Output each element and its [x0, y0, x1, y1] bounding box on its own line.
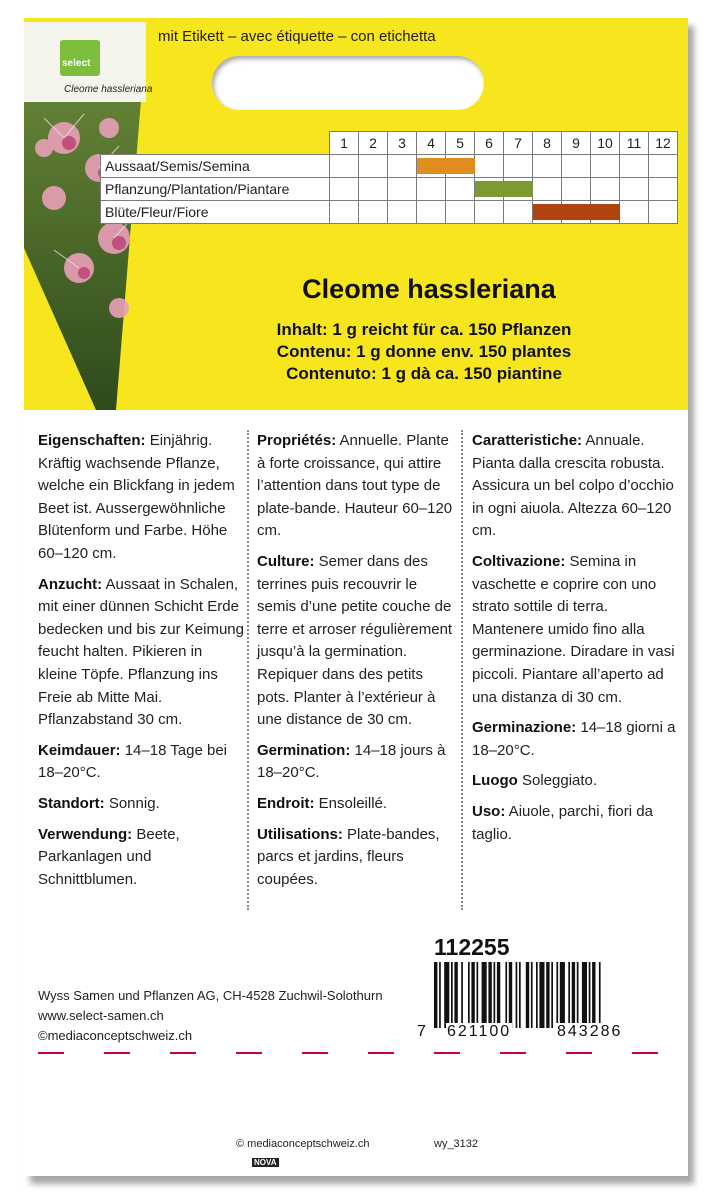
logo-text: select [62, 58, 91, 69]
month-label: 6 [475, 132, 504, 155]
month-label: 3 [388, 132, 417, 155]
column-french [257, 430, 457, 899]
barcode-stripe [560, 962, 565, 1028]
column-german [38, 430, 244, 899]
perforation-dash [434, 1052, 460, 1054]
perforation-dash [566, 1052, 592, 1054]
section: Anzucht: Aussaat in Schalen, mit einer dünnen Schicht Erde bedecken und bis zur Keimung feucht halten. Pikieren in kleine Töpfe. Pflanzung ins Freie ab Mitte Mai. Pflanzabstand 30 cm. [38, 575, 244, 729]
company-address [38, 986, 383, 1046]
section: Standort: Sonnig. [38, 794, 160, 812]
barcode-stripe [461, 962, 463, 1028]
section: Verwendung: Beete, Parkanlagen und Schnittblumen. [38, 825, 180, 888]
month-label: 10 [591, 132, 620, 155]
barcode-stripe [526, 962, 529, 1028]
barcode-stripe [471, 962, 474, 1028]
month-label: 11 [620, 132, 649, 155]
photo-label: Cleome hassleriana [64, 84, 153, 95]
section: Germinazione: 14–18 giorni a 18–20°C. [472, 719, 676, 759]
perforation-dash [170, 1052, 196, 1054]
calendar-row-planting [101, 178, 678, 201]
calendar-corner [101, 132, 330, 155]
barcode-stripe [546, 962, 549, 1028]
hang-hole [212, 56, 484, 110]
seed-packet [24, 18, 688, 1176]
calendar-row-sowing [101, 155, 678, 178]
barcode-stripe [531, 962, 533, 1028]
month-label: 4 [417, 132, 446, 155]
column-italian [472, 430, 678, 854]
perforation-dash [302, 1052, 328, 1054]
sowing-period-bar [417, 158, 475, 174]
print-code: wy_3132 [434, 1138, 479, 1150]
section: Endroit: Ensoleillé. [257, 794, 388, 812]
row-label: Aussaat/Semis/Semina [101, 155, 330, 178]
barcode-left-digits: 621100 [447, 1023, 512, 1040]
planting-period-bar [475, 181, 533, 197]
month-label: 9 [562, 132, 591, 155]
row-label: Pflanzung/Plantation/Piantare [101, 178, 330, 201]
footer-credit: © mediaconceptschweiz.ch [236, 1138, 370, 1150]
row-label: Blüte/Fleur/Fiore [101, 201, 330, 224]
barcode-stripe [505, 962, 507, 1028]
barcode-stripe [592, 962, 595, 1028]
section: Keimdauer: 14–18 Tage bei 18–20°C. [38, 741, 228, 782]
barcode-stripe [444, 962, 449, 1028]
content-fr: Contenu: 1 g donne env. 150 plantes [276, 342, 572, 361]
nova-logo: NOVA [254, 1158, 277, 1167]
article-number: 112255 [434, 934, 510, 960]
month-label: 12 [649, 132, 678, 155]
address-line: Wyss Samen und Pflanzen AG, CH-4528 Zuchwil-Solothurn [38, 988, 383, 1003]
barcode-stripe [577, 962, 579, 1028]
barcode-stripe [509, 962, 512, 1028]
barcode-stripe [536, 962, 538, 1028]
product-title: Cleome hassleriana [302, 274, 556, 304]
section: Germination: 14–18 jours à 18–20°C. [257, 741, 446, 782]
barcode-stripe [468, 962, 470, 1028]
barcode-stripe [551, 962, 553, 1028]
barcode-stripe [519, 962, 521, 1028]
yellow-header-panel [24, 18, 688, 410]
barcode-stripe [582, 962, 587, 1028]
barcode-stripe [482, 962, 487, 1028]
copyright: ©mediaconceptschweiz.ch [38, 1028, 193, 1043]
website: www.select-samen.ch [38, 1008, 164, 1023]
barcode-stripe [439, 962, 441, 1028]
barcode-stripe [454, 962, 457, 1028]
month-label: 8 [533, 132, 562, 155]
label-note: mit Etikett – avec étiquette – con etichetta [158, 28, 436, 45]
month-label: 1 [330, 132, 359, 155]
perforation-dash [236, 1052, 262, 1054]
barcode-stripe [572, 962, 575, 1028]
month-label: 7 [504, 132, 533, 155]
bloom-period-bar [533, 204, 620, 220]
section: Utilisations: Plate-bandes, parcs et jardins, fleurs coupées. [257, 825, 440, 888]
calendar-month-row [101, 132, 678, 155]
month-label: 5 [446, 132, 475, 155]
barcode-stripe [497, 962, 500, 1028]
content-it: Contenuto: 1 g dà ca. 150 piantine [286, 364, 562, 383]
perforation-dash [368, 1052, 394, 1054]
barcode-stripe [556, 962, 558, 1028]
barcode-first-digit: 7 [417, 1023, 426, 1040]
perforation-dash [38, 1052, 64, 1054]
section: Uso: Aiuole, parchi, fiori da taglio. [472, 802, 653, 843]
barcode-stripe [488, 962, 491, 1028]
barcode-stripe [539, 962, 544, 1028]
perforation-dash [500, 1052, 526, 1054]
perforation-dash [632, 1052, 658, 1054]
barcode-stripe [589, 962, 591, 1028]
section: Propriétés: Annuelle. Plante à forte croissance, qui attire l’attention dans tout type de plate-bande. Hauteur 60–120 cm. [257, 432, 453, 540]
section: Caratteristiche: Annuale. Pianta dalla crescita robusta. Assicura un bel colpo d’occhio in ogni aiuola. Altezza 60–120 cm. [472, 432, 674, 540]
section: Culture: Semer dans des terrines puis recouvrir le semis d’une petite couche de terre et arroser régulièrement jusqu’à la germination. Repiquer dans des petits pots. Planter à l’extérieur à une distance de 30 cm. [257, 552, 453, 729]
column-divider [247, 430, 249, 910]
section: Coltivazione: Semina in vaschette e coprire con uno strato sottile di terra. Mantenere umido fino alla germinazione. Diradare in vasi piccoli. Piantare all’aperto ad una distanza di 30 cm. [472, 552, 675, 706]
section: Eigenschaften: Einjährig. Kräftig wachsende Pflanze, welche ein Blickfang in jedem Beet ist. Aussergewöhnliche Blütenform und Farbe. Höhe 60–120 cm. [38, 432, 235, 562]
barcode-stripe [516, 962, 518, 1028]
barcode-stripe [477, 962, 479, 1028]
barcode-stripe [451, 962, 453, 1028]
barcode-right-digits: 843286 [557, 1023, 623, 1040]
barcode-stripe [494, 962, 496, 1028]
barcode-stripe [434, 962, 437, 1028]
barcode-stripe [599, 962, 601, 1028]
perforation-dash [104, 1052, 130, 1054]
barcode-stripe [568, 962, 570, 1028]
content-de: Inhalt: 1 g reicht für ca. 150 Pflanzen [276, 320, 572, 339]
section: Luogo Soleggiato. [472, 772, 598, 790]
column-divider [461, 430, 463, 910]
month-label: 2 [359, 132, 388, 155]
